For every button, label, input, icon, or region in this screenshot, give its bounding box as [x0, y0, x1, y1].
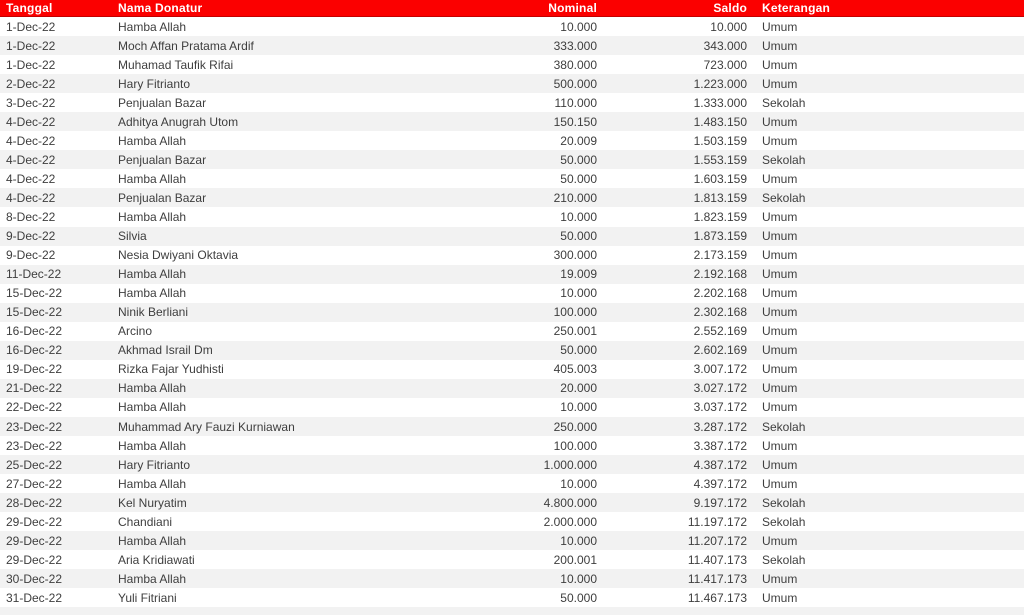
cell-saldo[interactable]: 1.603.159: [693, 171, 747, 186]
cell-nominal[interactable]: 210.000: [553, 190, 597, 205]
cell-keterangan[interactable]: Umum: [762, 400, 798, 415]
cell-saldo[interactable]: 3.007.172: [693, 362, 747, 377]
cell-keterangan[interactable]: Umum: [762, 133, 798, 148]
cell-saldo[interactable]: 11.467.173: [687, 590, 747, 605]
cell-nama[interactable]: Hamba Allah: [118, 533, 187, 548]
cell-tanggal[interactable]: 23-Dec-22: [6, 438, 63, 453]
cell-nominal[interactable]: 2.000.000: [543, 514, 597, 529]
cell-saldo[interactable]: 1.333.000: [693, 95, 747, 110]
table-row: [0, 303, 1024, 322]
cell-tanggal[interactable]: 16-Dec-22: [6, 343, 63, 358]
cell-nominal[interactable]: 20.009: [560, 133, 597, 148]
cell-keterangan[interactable]: Umum: [762, 343, 798, 358]
cell-nama[interactable]: Rizka Fajar Yudhisti: [118, 362, 224, 377]
cell-tanggal[interactable]: 4-Dec-22: [6, 190, 56, 205]
cell-keterangan[interactable]: Sekolah: [762, 152, 806, 167]
table-row: [0, 265, 1024, 284]
cell-nominal[interactable]: 380.000: [553, 57, 597, 72]
cell-keterangan[interactable]: Umum: [762, 57, 798, 72]
cell-keterangan[interactable]: Sekolah: [762, 95, 806, 110]
cell-tanggal[interactable]: 1-Dec-22: [6, 38, 56, 53]
table-row: [0, 398, 1024, 417]
cell-keterangan[interactable]: Sekolah: [762, 495, 806, 510]
cell-nominal[interactable]: 10.000: [560, 286, 597, 301]
cell-tanggal[interactable]: 8-Dec-22: [6, 209, 56, 224]
cell-saldo[interactable]: 2.302.168: [693, 305, 747, 320]
cell-nama[interactable]: Hamba Allah: [118, 209, 187, 224]
cell-nominal[interactable]: 250.001: [553, 324, 597, 339]
partial-next-row: [0, 607, 1024, 615]
cell-keterangan[interactable]: Umum: [762, 571, 798, 586]
cell-keterangan[interactable]: Umum: [762, 438, 798, 453]
cell-nominal[interactable]: 19.009: [560, 267, 597, 282]
cell-keterangan[interactable]: Sekolah: [762, 419, 806, 434]
cell-keterangan[interactable]: Umum: [762, 533, 798, 548]
cell-keterangan[interactable]: Umum: [762, 476, 798, 491]
table-row: [0, 93, 1024, 112]
cell-nama[interactable]: Hamba Allah: [118, 19, 187, 34]
table-header-row: [0, 0, 1024, 17]
cell-nama[interactable]: Hamba Allah: [118, 133, 187, 148]
cell-nama[interactable]: Hamba Allah: [118, 400, 187, 415]
table-row: [0, 569, 1024, 588]
cell-saldo[interactable]: 11.207.172: [687, 533, 747, 548]
cell-nama[interactable]: Hamba Allah: [118, 171, 187, 186]
cell-saldo[interactable]: 1.813.159: [693, 190, 747, 205]
cell-keterangan[interactable]: Umum: [762, 305, 798, 320]
table-row: [0, 379, 1024, 398]
table-row: [0, 341, 1024, 360]
cell-keterangan[interactable]: Umum: [762, 171, 798, 186]
cell-keterangan[interactable]: Umum: [762, 76, 798, 91]
cell-nominal[interactable]: 10.000: [560, 400, 597, 415]
cell-keterangan[interactable]: Umum: [762, 38, 798, 53]
cell-nominal[interactable]: 200.001: [553, 552, 597, 567]
table-row: [0, 455, 1024, 474]
cell-nama[interactable]: Hamba Allah: [118, 476, 187, 491]
cell-tanggal[interactable]: 29-Dec-22: [6, 533, 63, 548]
cell-keterangan[interactable]: Umum: [762, 267, 798, 282]
cell-nama[interactable]: Aria Kridiawati: [118, 552, 195, 567]
cell-nama[interactable]: Muhamad Taufik Rifai: [118, 57, 234, 72]
cell-tanggal[interactable]: 31-Dec-22: [6, 590, 63, 605]
cell-tanggal[interactable]: 22-Dec-22: [6, 400, 63, 415]
table-row: [0, 531, 1024, 550]
cell-saldo[interactable]: 2.202.168: [693, 286, 747, 301]
cell-nominal[interactable]: 100.000: [553, 305, 597, 320]
cell-tanggal[interactable]: 21-Dec-22: [6, 381, 63, 396]
cell-nominal[interactable]: 10.000: [560, 476, 597, 491]
cell-nominal[interactable]: 20.000: [560, 381, 597, 396]
cell-nominal[interactable]: 333.000: [553, 38, 597, 53]
cell-keterangan[interactable]: Sekolah: [762, 190, 806, 205]
cell-tanggal[interactable]: 3-Dec-22: [6, 95, 56, 110]
cell-nama[interactable]: Penjualan Bazar: [118, 95, 207, 110]
cell-tanggal[interactable]: 1-Dec-22: [6, 19, 56, 34]
header-nama-donatur[interactable]: Nama Donatur: [118, 1, 203, 15]
cell-nama[interactable]: Hary Fitrianto: [118, 457, 191, 472]
cell-tanggal[interactable]: 1-Dec-22: [6, 57, 56, 72]
cell-keterangan[interactable]: Umum: [762, 114, 798, 129]
cell-nominal[interactable]: 4.800.000: [543, 495, 597, 510]
cell-nominal[interactable]: 150.150: [553, 114, 597, 129]
cell-nama[interactable]: Chandiani: [118, 514, 173, 529]
table-row: [0, 360, 1024, 379]
cell-tanggal[interactable]: 19-Dec-22: [6, 362, 63, 377]
cell-saldo[interactable]: 3.287.172: [693, 419, 747, 434]
cell-nominal[interactable]: 50.000: [560, 171, 597, 186]
table-row: [0, 474, 1024, 493]
table-row: [0, 512, 1024, 531]
cell-nama[interactable]: Ninik Berliani: [118, 305, 189, 320]
cell-nominal[interactable]: 10.000: [560, 533, 597, 548]
cell-keterangan[interactable]: Umum: [762, 286, 798, 301]
cell-saldo[interactable]: 1.503.159: [693, 133, 747, 148]
cell-nama[interactable]: Hary Fitrianto: [118, 76, 191, 91]
cell-saldo[interactable]: 4.397.172: [693, 476, 747, 491]
cell-nama[interactable]: Nesia Dwiyani Oktavia: [118, 248, 239, 263]
cell-saldo[interactable]: 1.823.159: [693, 209, 747, 224]
cell-nominal[interactable]: 250.000: [553, 419, 597, 434]
cell-nominal[interactable]: 1.000.000: [543, 457, 597, 472]
cell-keterangan[interactable]: Umum: [762, 209, 798, 224]
cell-tanggal[interactable]: 4-Dec-22: [6, 171, 56, 186]
cell-saldo[interactable]: 10.000: [710, 19, 747, 34]
table-row: [0, 550, 1024, 569]
cell-saldo[interactable]: 9.197.172: [693, 495, 747, 510]
cell-saldo[interactable]: 2.173.159: [693, 248, 747, 263]
cell-nama[interactable]: Hamba Allah: [118, 571, 187, 586]
cell-saldo[interactable]: 11.197.172: [687, 514, 747, 529]
cell-nominal[interactable]: 405.003: [553, 362, 597, 377]
table-row: [0, 55, 1024, 74]
cell-keterangan[interactable]: Sekolah: [762, 552, 806, 567]
cell-saldo[interactable]: 1.873.159: [693, 229, 747, 244]
table-row: [0, 74, 1024, 93]
cell-keterangan[interactable]: Sekolah: [762, 514, 806, 529]
cell-nama[interactable]: Adhitya Anugrah Utom: [118, 114, 239, 129]
cell-nominal[interactable]: 50.000: [560, 229, 597, 244]
cell-nominal[interactable]: 10.000: [560, 209, 597, 224]
cell-tanggal[interactable]: 28-Dec-22: [6, 495, 63, 510]
cell-nominal[interactable]: 50.000: [560, 590, 597, 605]
cell-nama[interactable]: Penjualan Bazar: [118, 152, 207, 167]
table-row: [0, 112, 1024, 131]
cell-saldo[interactable]: 4.387.172: [693, 457, 747, 472]
cell-nominal[interactable]: 300.000: [553, 248, 597, 263]
table-row: [0, 207, 1024, 226]
cell-nama[interactable]: Kel Nuryatim: [118, 495, 187, 510]
table-row: [0, 17, 1024, 36]
cell-nominal[interactable]: 10.000: [560, 19, 597, 34]
cell-saldo[interactable]: 3.387.172: [693, 438, 747, 453]
cell-nama[interactable]: Hamba Allah: [118, 381, 187, 396]
table-row: [0, 36, 1024, 55]
cell-tanggal[interactable]: 15-Dec-22: [6, 286, 63, 301]
cell-nama[interactable]: Hamba Allah: [118, 267, 187, 282]
header-keterangan[interactable]: Keterangan: [762, 1, 831, 15]
cell-nominal[interactable]: 500.000: [553, 76, 597, 91]
table-row: [0, 493, 1024, 512]
cell-nominal[interactable]: 110.000: [554, 95, 597, 110]
cell-nominal[interactable]: 100.000: [553, 438, 597, 453]
cell-nama[interactable]: Silvia: [118, 229, 147, 244]
cell-tanggal[interactable]: 9-Dec-22: [6, 248, 56, 263]
cell-nominal[interactable]: 50.000: [560, 343, 597, 358]
cell-saldo[interactable]: 723.000: [703, 57, 747, 72]
cell-nama[interactable]: Hamba Allah: [118, 286, 187, 301]
header-nominal[interactable]: Nominal: [548, 1, 597, 15]
cell-tanggal[interactable]: 16-Dec-22: [6, 324, 63, 339]
cell-nama[interactable]: Muhammad Ary Fauzi Kurniawan: [118, 419, 295, 434]
header-saldo[interactable]: Saldo: [713, 1, 747, 15]
cell-nama[interactable]: Penjualan Bazar: [118, 190, 207, 205]
cell-saldo[interactable]: 2.552.169: [693, 324, 747, 339]
cell-tanggal[interactable]: 29-Dec-22: [6, 514, 63, 529]
cell-saldo[interactable]: 2.602.169: [693, 343, 747, 358]
cell-tanggal[interactable]: 30-Dec-22: [6, 571, 63, 586]
cell-nama[interactable]: Akhmad Israil Dm: [118, 343, 213, 358]
cell-keterangan[interactable]: Umum: [762, 590, 798, 605]
header-tanggal[interactable]: Tanggal: [6, 1, 53, 15]
table-row: [0, 436, 1024, 455]
cell-tanggal[interactable]: 25-Dec-22: [6, 457, 63, 472]
cell-keterangan[interactable]: Umum: [762, 362, 798, 377]
table-row: [0, 417, 1024, 436]
cell-nama[interactable]: Yuli Fitriani: [118, 590, 177, 605]
table-row: [0, 131, 1024, 150]
cell-nama[interactable]: Hamba Allah: [118, 438, 187, 453]
cell-tanggal[interactable]: 27-Dec-22: [6, 476, 63, 491]
cell-keterangan[interactable]: Umum: [762, 229, 798, 244]
table-row: [0, 284, 1024, 303]
cell-keterangan[interactable]: Umum: [762, 324, 798, 339]
cell-keterangan[interactable]: Umum: [762, 19, 798, 34]
cell-tanggal[interactable]: 29-Dec-22: [6, 552, 63, 567]
cell-tanggal[interactable]: 15-Dec-22: [6, 305, 63, 320]
cell-saldo[interactable]: 11.407.173: [687, 552, 747, 567]
table-row: [0, 150, 1024, 169]
cell-nama[interactable]: Moch Affan Pratama Ardif: [118, 38, 254, 53]
cell-saldo[interactable]: 1.483.150: [693, 114, 747, 129]
cell-tanggal[interactable]: 11-Dec-22: [6, 267, 62, 282]
cell-tanggal[interactable]: 23-Dec-22: [6, 419, 63, 434]
cell-keterangan[interactable]: Umum: [762, 457, 798, 472]
table-row: [0, 169, 1024, 188]
cell-nominal[interactable]: 50.000: [560, 152, 597, 167]
table-row: [0, 322, 1024, 341]
cell-saldo[interactable]: 1.553.159: [693, 152, 747, 167]
cell-tanggal[interactable]: 4-Dec-22: [6, 133, 56, 148]
cell-saldo[interactable]: 3.027.172: [693, 381, 747, 396]
cell-keterangan[interactable]: Umum: [762, 381, 798, 396]
cell-saldo[interactable]: 343.000: [703, 38, 747, 53]
cell-tanggal[interactable]: 9-Dec-22: [6, 229, 56, 244]
cell-tanggal[interactable]: 2-Dec-22: [6, 76, 56, 91]
cell-saldo[interactable]: 11.417.173: [687, 571, 747, 586]
table-row: [0, 227, 1024, 246]
cell-saldo[interactable]: 3.037.172: [693, 400, 747, 415]
cell-saldo[interactable]: 2.192.168: [693, 267, 747, 282]
cell-tanggal[interactable]: 4-Dec-22: [6, 114, 56, 129]
cell-saldo[interactable]: 1.223.000: [693, 76, 747, 91]
table-row: [0, 588, 1024, 607]
table-row: [0, 246, 1024, 265]
cell-nominal[interactable]: 10.000: [560, 571, 597, 586]
cell-tanggal[interactable]: 4-Dec-22: [6, 152, 56, 167]
cell-keterangan[interactable]: Umum: [762, 248, 798, 263]
cell-nama[interactable]: Arcino: [118, 324, 153, 339]
table-row: [0, 188, 1024, 207]
